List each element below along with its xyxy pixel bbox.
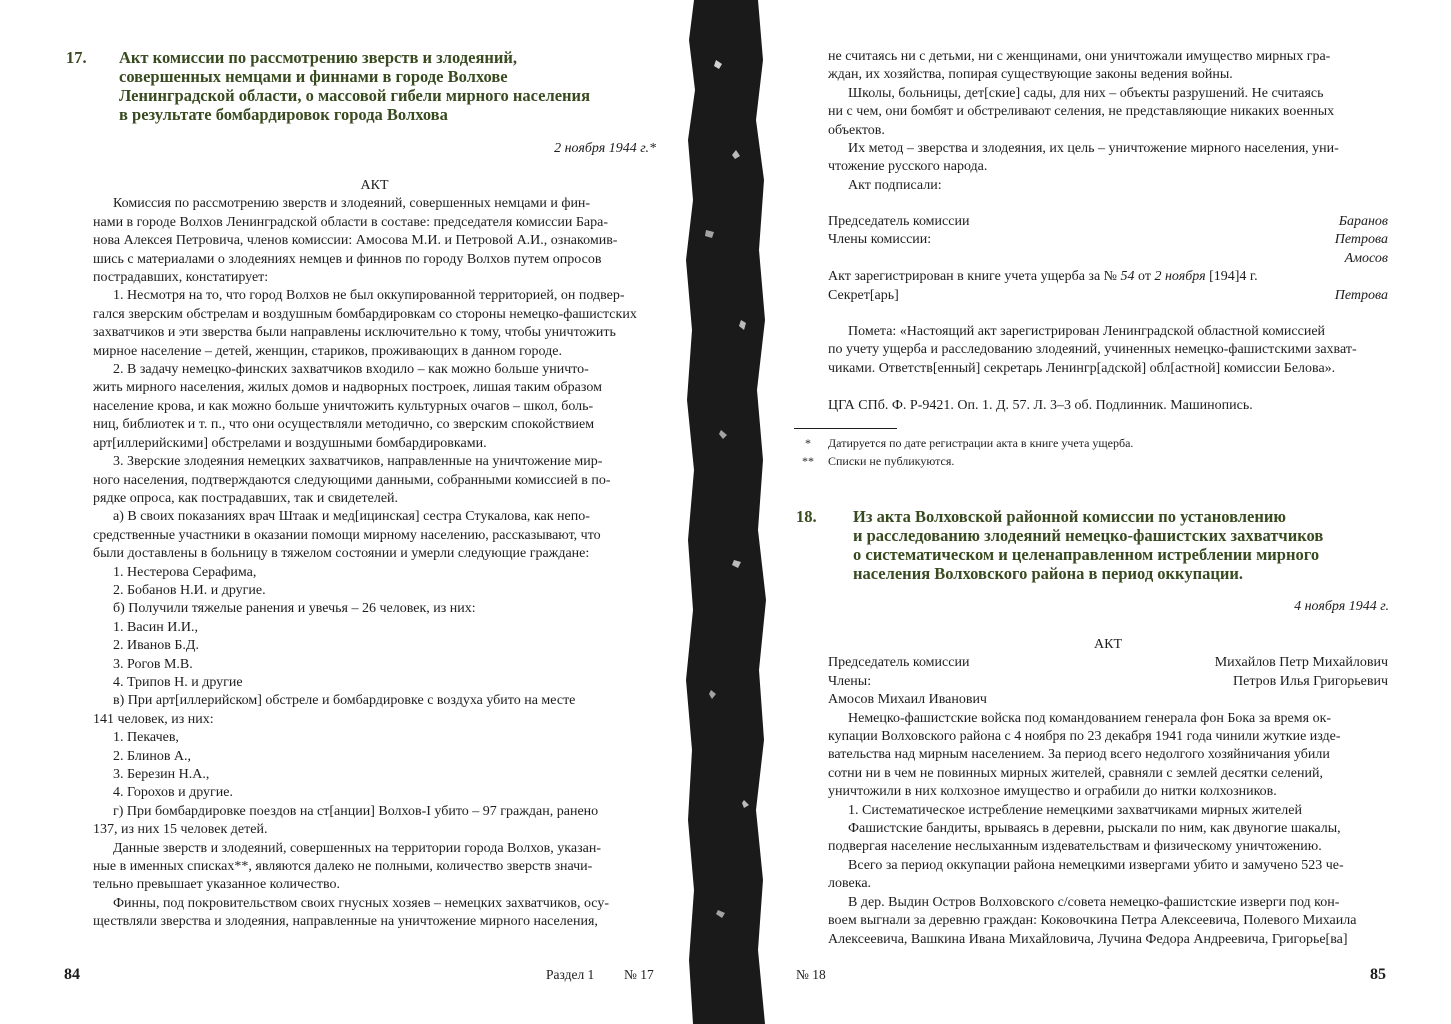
registration-number: 54 <box>1120 269 1135 285</box>
paragraph-line: Школы, больницы, дет[ские] сады, для них – объекты разрушений. Не считаясь <box>848 85 1324 101</box>
paragraph-line: ниц, библиотек и т. п., что они осуществляли методично, со зверским спокойствием <box>93 417 595 433</box>
commission-label: Председатель комиссии <box>828 655 970 671</box>
commission-label: Члены: <box>828 673 872 689</box>
signature-label: Члены комиссии: <box>828 232 932 248</box>
footnote <box>794 452 1374 470</box>
signature-chair <box>828 213 1388 231</box>
list-item: 3. Рогов М.В. <box>113 656 193 672</box>
doc-18-body <box>828 636 1388 949</box>
commission-chair <box>828 654 1388 672</box>
paragraph-line: купации Волховского района с 4 ноября по 23 декабря 1941 года чинили жуткие изде- <box>828 729 1341 745</box>
list-item: 4. Горохов и другие. <box>113 785 233 801</box>
doc-17-title-line: в результате бомбардировок города Волхова <box>119 105 448 124</box>
signature-label: Секрет[арь] <box>828 287 899 303</box>
spine-texture <box>686 0 766 1024</box>
list-item: 1. Пекачев, <box>113 730 179 746</box>
list-item: 1. Нестерова Серафима, <box>113 564 257 580</box>
signature-name: Баранов <box>1338 214 1388 229</box>
paragraph-line: ни с чем, они бомбят и обстреливают селения, не представляющие никаких военных <box>828 104 1335 120</box>
registration-note <box>828 323 1388 378</box>
commission-name: Михайлов Петр Михайлович <box>1214 655 1388 671</box>
paragraph-line: Данные зверств и злодеяний, совершенных на территории города Волхов, указан- <box>113 840 601 856</box>
paragraph-line: Их метод – зверства и злодеяния, их цель – уничтожение мирного населения, уни- <box>848 141 1339 157</box>
doc-18-title-line: населения Волховского района в период оккупации. <box>853 564 1243 583</box>
paragraph-line: ждан, их хозяйства, попирая существующие законы ведения войны. <box>828 67 1233 83</box>
footnote-mark: * <box>805 436 811 450</box>
list-item: 4. Трипов Н. и другие <box>113 674 243 690</box>
page-number-right: 85 <box>1370 966 1386 983</box>
paragraph-line: вательства над мирным населением. За период всего недолгого хозяйничания убили <box>828 747 1330 763</box>
left-page <box>0 0 686 1024</box>
doc-18-title-line: и расследованию злодеяний немецко-фашистских захватчиков <box>853 526 1324 545</box>
doc-17-number: 17. <box>66 48 87 67</box>
paragraph-line: ные в именных списках**, являются далеко не полными, количество зверств значи- <box>93 859 593 875</box>
book-spine-shadow <box>686 0 766 1024</box>
paragraph-line: уничтожили в них колхозное имущество и ограбили до нитки колхозников. <box>828 784 1277 800</box>
list-item: 2. Бобанов Н.И. и другие. <box>113 582 266 598</box>
signature-secretary <box>828 287 1388 305</box>
footnote-text: Списки не публикуются. <box>828 454 955 468</box>
registration-text: от <box>1134 269 1155 285</box>
paragraph-line: 3. Зверские злодеяния немецких захватчиков, направленные на уничтожение мир- <box>113 454 603 470</box>
signature-name: Амосов <box>1344 250 1388 266</box>
signature-member-2 <box>828 250 1388 268</box>
paragraph-line: воем выгнали за деревню граждан: Коковочкина Петра Алексеевича, Полевого Михаила <box>828 913 1357 929</box>
paragraph-line: нами в городе Волхов Ленинградской области в составе: председателя комиссии Бара- <box>93 214 609 230</box>
doc-18-title-line: Из акта Волховской районной комиссии по установлению <box>853 507 1286 526</box>
signature-name: Петрова <box>1334 287 1388 303</box>
archive-line: ЦГА СПб. Ф. Р-9421. Оп. 1. Д. 57. Л. 3–3 об. Подлинник. Машинопись. <box>828 398 1253 413</box>
signatures-block <box>828 213 1388 305</box>
signature-member-1 <box>828 231 1388 249</box>
doc-17-continuation <box>828 48 1388 195</box>
page-number-left: 84 <box>64 966 80 983</box>
commission-name: Петров Илья Григорьевич <box>1233 673 1388 689</box>
commission-members <box>828 673 1388 691</box>
commission-name: Амосов Михаил Иванович <box>828 692 987 708</box>
footnote-rule <box>794 428 897 429</box>
paragraph-line: сотни ни в чем не повинных мирных жителей, сравняли с землей десятки селений, <box>828 765 1323 781</box>
paragraph-line: В дер. Выдин Остров Волховского с/совета немецко-фашистские изверги под кон- <box>848 894 1340 910</box>
doc-17-title-line: совершенных немцами и финнами в городе Волхове <box>119 67 508 86</box>
paragraph-line: Комиссия по рассмотрению зверств и злодеяний, совершенных немцами и фин- <box>113 196 591 212</box>
running-footer-doc: № 17 <box>624 967 654 982</box>
registration-text: Акт зарегистрирован в книге учета ущерба за № <box>828 269 1121 285</box>
doc-17-title-line: Акт комиссии по рассмотрению зверств и злодеяний, <box>119 48 518 67</box>
paragraph-line: 137, из них 15 человек детей. <box>93 822 268 838</box>
paragraph-line: Финны, под покровительством своих гнусных хозяев – немецких захватчиков, осу- <box>113 895 610 911</box>
paragraph-line: подвергая население неслыханным издевательствам и физическому уничтожению. <box>828 839 1322 855</box>
signature-name: Петрова <box>1334 232 1388 248</box>
list-item: 2. Блинов А., <box>113 748 192 764</box>
footnote <box>794 434 1374 452</box>
doc-18-number: 18. <box>796 507 817 526</box>
footnote-text: Датируется по дате регистрации акта в книге учета ущерба. <box>828 436 1134 450</box>
paragraph-line: Фашистские бандиты, врываясь в деревни, рыскали по ним, как двуногие шакалы, <box>848 821 1341 837</box>
paragraph-line: объектов. <box>828 122 885 138</box>
doc-17-date: 2 ноября 1944 г.* <box>554 141 656 156</box>
paragraph-line: ного населения, подтверждаются следующими данными, собранными комиссией в по- <box>93 472 611 488</box>
doc-18-title-line: о систематическом и целенаправленном истреблении мирного <box>853 545 1320 564</box>
paragraph-line: население крова, и как можно больше уничтожить культурных очагов – школ, боль- <box>93 398 594 414</box>
paragraph-line: тельно превышает указанное количество. <box>93 877 340 893</box>
footnote-mark: ** <box>802 454 814 468</box>
paragraph-line: Алексеевича, Вашкина Ивана Михайловича, Лучина Федора Андреевича, Григорье[ва] <box>828 931 1348 947</box>
right-page <box>766 0 1451 1024</box>
archive-reference <box>828 397 1388 415</box>
note-line: по учету ущерба и расследованию злодеяний, учиненных немецко-фашистскими захват- <box>828 342 1357 358</box>
doc-18-title <box>853 507 1323 583</box>
paragraph-line: пострадавших, констатирует: <box>93 270 269 286</box>
doc-17-title <box>119 48 590 124</box>
doc-17-title-line: Ленинградской области, о массовой гибели мирного населения <box>119 86 590 105</box>
registration-date: 2 ноября <box>1154 269 1206 285</box>
paragraph-line: 1. Несмотря на то, что город Волхов не был оккупированной территорией, он подвер- <box>113 288 625 304</box>
paragraph-line: нова Алексея Петровича, членов комиссии: Амосова М.И. и Петровой А.И., ознакомив- <box>93 233 618 249</box>
paragraph-line: Всего за период оккупации района немецкими извергами убито и замучено 523 че- <box>848 857 1344 873</box>
note-line: чиками. Ответств[енный] секретарь Ленингр[адской] обл[астной] комиссии Белова». <box>828 360 1336 376</box>
paragraph-line: средственные участники в оказании помощи мирному населению, рассказывают, что <box>93 527 601 543</box>
paragraph-line: 2. В задачу немецко-финских захватчиков входило – как можно больше уничто- <box>113 362 589 378</box>
akt-heading: АКТ <box>1094 637 1122 652</box>
paragraph-line: ществляли зверства и злодеяния, направленные на уничтожение мирного населения, <box>93 914 598 930</box>
registration-line <box>828 268 1388 286</box>
list-item: 3. Березин Н.А., <box>113 767 210 782</box>
paragraph-line: гался зверским обстрелам и воздушным бомбардировкам со стороны немецко-фашистских <box>93 306 637 322</box>
note-line: Помета: «Настоящий акт зарегистрирован Ленинградской областной комиссией <box>848 324 1326 339</box>
list-item: 1. Васин И.И., <box>113 619 198 635</box>
paragraph-line: арт[иллерийскими] обстрелами и воздушными бомбардировками. <box>93 435 487 451</box>
registration-text: [194]4 г. <box>1205 269 1258 285</box>
paragraph-line: чтожение русского народа. <box>828 159 988 175</box>
paragraph-line: захватчиков и эти зверства были направлены исключительно к тому, чтобы уничтожить <box>93 325 616 341</box>
paragraph-line: г) При бомбардировке поездов на ст[анции] Волхов-I убито – 97 граждан, ранено <box>113 803 599 819</box>
paragraph-line: 141 человек, из них: <box>93 711 214 727</box>
paragraph-line: мирное население – детей, женщин, стариков, проживающих в данном городе. <box>93 343 562 359</box>
paragraph-line: Немецко-фашистские войска под командованием генерала фон Бока за время ок- <box>848 710 1332 726</box>
paragraph-line: ловека. <box>828 876 872 892</box>
paragraph-line: б) Получили тяжелые ранения и увечья – 26 человек, из них: <box>113 601 476 617</box>
paragraph-line: жить мирного населения, жилых домов и надворных построек, лишая таким образом <box>93 380 602 396</box>
paragraph-line: рядке опроса, как пострадавших, так и свидетелей. <box>93 490 399 506</box>
paragraph-line: 1. Систематическое истребление немецкими захватчиками мирных жителей <box>848 802 1302 818</box>
paragraph-line: в) При арт[иллерийском] обстреле и бомбардировке с воздуха убито на месте <box>113 693 576 709</box>
akt-heading: АКТ <box>360 178 389 193</box>
doc-17-body <box>93 177 656 932</box>
running-footer-doc: № 18 <box>796 967 826 982</box>
paragraph-line: а) В своих показаниях врач Штаак и мед[ицинская] сестра Стукалова, как непо- <box>113 509 590 525</box>
signature-label: Председатель комиссии <box>828 214 970 229</box>
paragraph-line: не считаясь ни с детьми, ни с женщинами, они уничтожали имущество мирных гра- <box>828 49 1331 64</box>
paragraph-line: Акт подписали: <box>848 177 942 193</box>
footnotes <box>794 434 1374 470</box>
doc-18-date: 4 ноября 1944 г. <box>1294 599 1389 614</box>
list-item: 2. Иванов Б.Д. <box>113 638 199 654</box>
paragraph-line: шись с материалами о злодеяниях немцев и финнов по городу Волхов путем опросов <box>93 251 602 267</box>
paragraph-line: были доставлены в больницу в тяжелом состоянии и умерли следующие граждане: <box>93 546 590 562</box>
running-footer-section: Раздел 1 <box>546 967 595 982</box>
